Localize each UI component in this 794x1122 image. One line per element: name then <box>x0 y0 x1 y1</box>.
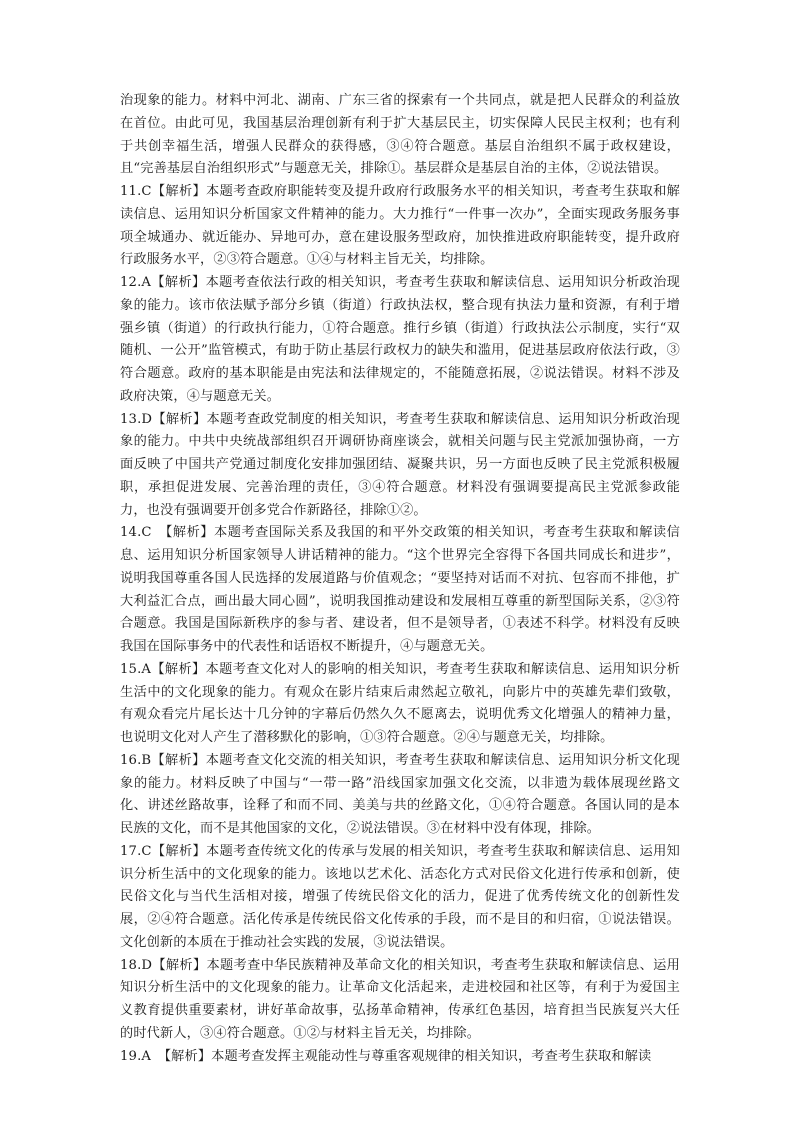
paragraph-q19: 19.A 【解析】本题考查发挥主观能动性与尊重客观规律的相关知识，考查考生获取和解读 <box>120 1048 652 1064</box>
paragraph-q18: 18.D【解析】本题考查中华民族精神及革命文化的相关知识，考查考生获取和解读信息、运用知识分析生活中的文化现象的能力。让革命文化活起来，走进校园和社区等，有利于为爱国主义教育提供重要素材，讲好革命故事，弘扬革命精神，传承红色基因，培育担当民族复兴大任的时代新人，③④符合题意。①②与材料主旨无关，均排除。 <box>120 957 680 1041</box>
paragraph-q15: 15.A【解析】本题考查文化对人的影响的相关知识，考查考生获取和解读信息、运用知识分析生活中的文化现象的能力。有观众在影片结束后肃然起立敬礼，向影片中的英雄先辈们致敬，有观众看完片尾长达十几分钟的字幕后仍然久久不愿离去，说明优秀文化增强人的精神力量，也说明文化对人产生了潜移默化的影响，①③符合题意。②④与题意无关，均排除。 <box>120 661 680 745</box>
paragraph-q17: 17.C【解析】本题考查传统文化的传承与发展的相关知识，考查考生获取和解读信息、运用知识分析生活中的文化现象的能力。该地以艺术化、活态化方式对民俗文化进行传承和创新，使民俗文化与当代生活相对接，增强了传统民俗文化的活力，促进了优秀传统文化的创新性发展，②④符合题意。活化传承是传统民俗文化传承的手段，而不是目的和归宿，①说法错误。文化创新的本质在于推动社会实践的发展，③说法错误。 <box>120 843 680 950</box>
paragraph-q11: 11.C【解析】本题考查政府职能转变及提升政府行政服务水平的相关知识，考查考生获取和解读信息、运用知识分析国家文件精神的能力。大力推行“一件事一次办”，全面实现政务服务事项全城通办、就近能办、异地可办，意在建设服务型政府，加快推进政府职能转变，提升政府行政服务水平，②③符合题意。①④与材料主旨无关，均排除。 <box>120 184 680 268</box>
paragraph-q12: 12.A【解析】本题考查依法行政的相关知识，考查考生获取和解读信息、运用知识分析政治现象的能力。该市依法赋予部分乡镇（街道）行政执法权，整合现有执法力量和资源，有利于增强乡镇（街道）的行政执行能力，①符合题意。推行乡镇（街道）行政执法公示制度，实行“双随机、一公开”监管模式，有助于防止基层行政权力的缺失和滥用，促进基层政府依法行政，③符合题意。政府的基本职能是由宪法和法律规定的，不能随意拓展，②说法错误。材料不涉及政府决策，④与题意无关。 <box>120 275 680 404</box>
answer-explanation-page <box>120 90 680 1068</box>
paragraph-q14: 14.C 【解析】本题考查国际关系及我国的和平外交政策的相关知识，考查考生获取和解读信息、运用知识分析国家领导人讲话精神的能力。“这个世界完全容得下各国共同成长和进步”，说明我国尊重各国人民选择的发展道路与价值观念；“要坚持对话而不对抗、包容而不排他，扩大利益汇合点，画出最大同心圆”，说明我国推动建设和发展相互尊重的新型国际关系，②③符合题意。我国是国际新秩序的参与者、建设者，但不是领导者，①表述不科学。材料没有反映我国在国际事务中的代表性和话语权不断提升，④与题意无关。 <box>120 525 680 654</box>
paragraph-q13: 13.D【解析】本题考查政党制度的相关知识，考查考生获取和解读信息、运用知识分析政治现象的能力。中共中央统战部组织召开调研协商座谈会，就相关问题与民主党派加强协商，一方面反映了中国共产党通过制度化安排加强团结、凝聚共识，另一方面也反映了民主党派积极履职，承担促进发展、完善治理的责任，③④符合题意。材料没有强调要提高民主党派参政能力，也没有强调要开创多党合作新路径，排除①②。 <box>120 411 680 518</box>
paragraph-q16: 16.B【解析】本题考查文化交流的相关知识，考查考生获取和解读信息、运用知识分析文化现象的能力。材料反映了中国与“一带一路”沿线国家加强文化交流，以非遗为载体展现丝路文化、讲述丝路故事，诠释了和而不同、美美与共的丝路文化，①④符合题意。各国认同的是本民族的文化，而不是其他国家的文化，②说法错误。③在材料中没有体现，排除。 <box>120 752 680 836</box>
paragraph-continued: 治现象的能力。材料中河北、湖南、广东三省的探索有一个共同点，就是把人民群众的利益放在首位。由此可见，我国基层治理创新有利于扩大基层民主，切实保障人民民主权利；也有利于共创幸福生活，增强人民群众的获得感，③④符合题意。基层自治组织不属于政权建设，且“完善基层自治组织形式”与题意无关，排除①。基层群众是基层自治的主体，②说法错误。 <box>120 93 680 177</box>
